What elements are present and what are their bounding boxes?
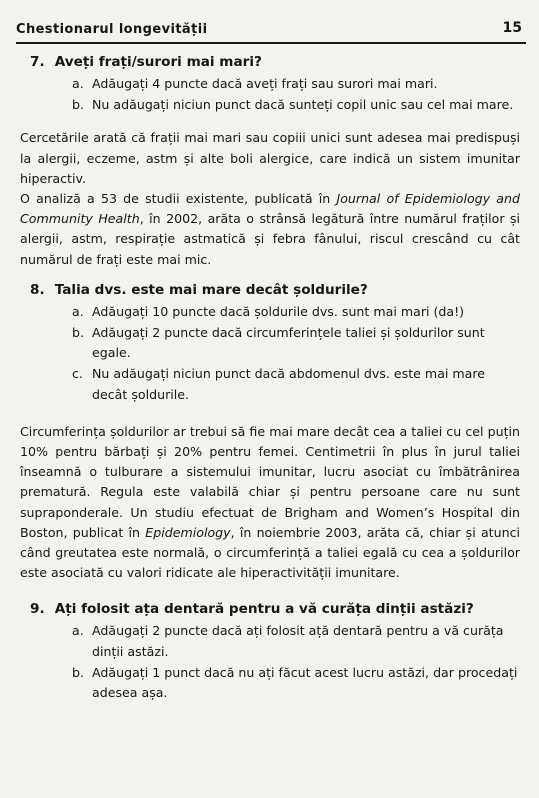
paragraph-text: , în 2002, arăta o strânsă legătură între numărul fraților și alergii, astm, respirație astmatică și febra fânului, riscul crescând cu cât numărul de frați este mai mic. — [20, 211, 521, 267]
question-8-options — [20, 302, 520, 405]
option-letter: a. — [72, 303, 84, 319]
question-7-options — [20, 74, 520, 115]
question-number: 7. — [30, 54, 45, 70]
option-letter: c. — [72, 366, 83, 382]
option-text: Adăugați 2 puncte dacă circumferințele taliei și șoldurilor sunt egale. — [92, 325, 485, 361]
option-item — [72, 663, 520, 703]
option-letter: b. — [72, 97, 84, 113]
option-item — [72, 302, 520, 322]
page-content — [20, 52, 520, 704]
question-9-heading — [30, 599, 520, 619]
question-9-options — [20, 621, 520, 703]
question-8-heading — [30, 280, 520, 300]
option-text: Adăugați 2 puncte dacă ați folosit ață dentară pentru a vă curăța dinții astăzi. — [92, 623, 504, 659]
page-number: 15 — [502, 20, 522, 36]
option-text: Adăugați 1 punct dacă nu ați făcut acest lucru astăzi, dar procedați adesea așa. — [92, 664, 518, 701]
running-header — [16, 14, 526, 44]
option-item — [72, 95, 520, 115]
option-letter: b. — [72, 664, 84, 680]
question-7-heading — [30, 52, 520, 72]
option-item — [72, 74, 520, 94]
option-text: Nu adăugați niciun punct dacă abdomenul dvs. este mai mare decât șoldurile. — [92, 366, 486, 402]
question-title: Ați folosit ața dentară pentru a vă curăța dinții astăzi? — [54, 601, 474, 618]
paragraph-text: , în noiembrie 2003, arăta că, chiar și atunci când greutatea este normală, o circumferință a taliei egală cu cea a șoldurilor este asociată cu valori ridicate ale hiperactivității imunitare. — [20, 524, 520, 581]
question-number: 8. — [30, 281, 45, 298]
running-title: Chestionarul longevității — [16, 22, 208, 37]
journal-name: Journal of Epidemiology and Community Health — [20, 191, 520, 227]
journal-name: Epidemiology — [145, 524, 231, 540]
option-letter: a. — [72, 623, 84, 639]
question-title: Talia dvs. este mai mare decât șoldurile? — [54, 281, 368, 298]
option-text: Adăugați 10 puncte dacă șoldurile dvs. sunt mai mari (da!) — [92, 303, 465, 319]
option-item — [72, 364, 520, 404]
paragraph — [20, 189, 520, 270]
question-title: Aveți frați/surori mai mari? — [54, 54, 262, 70]
option-item — [72, 621, 520, 661]
option-letter: b. — [72, 325, 84, 341]
option-letter: a. — [72, 76, 84, 91]
paragraph: Cercetările arată că frații mai mari sau copiii unici sunt adesea mai predispuși la alergii, eczeme, astm și alte boli alergice, care indică un sistem imunitar hiperactiv. — [20, 130, 520, 186]
option-text: Adăugați 4 puncte dacă aveți frați sau surori mai mari. — [92, 76, 438, 91]
paragraph-text: Circumferința șoldurilor ar trebui să fie mai mare decât cea a taliei cu cel puțin 10% pentru bărbați și 20% pentru femei. Centimetrii în plus în jurul taliei înseamnă o tulburare a sistemului imunitar, lucru asociat cu îmbătrânirea prematură. Regula este valabilă chiar și pentru persoane care nu sunt supraponderale. Un studiu efectuat de Brigham and Women’s Hospital din Boston, publicat în — [20, 423, 520, 540]
option-text: Nu adăugați niciun punct dacă sunteți copil unic sau cel mai mare. — [92, 97, 514, 113]
paragraph-text: O analiză a 53 de studii existente, publicată în — [20, 191, 337, 207]
question-number: 9. — [30, 601, 45, 618]
option-item — [72, 323, 520, 363]
paragraph — [20, 422, 520, 584]
